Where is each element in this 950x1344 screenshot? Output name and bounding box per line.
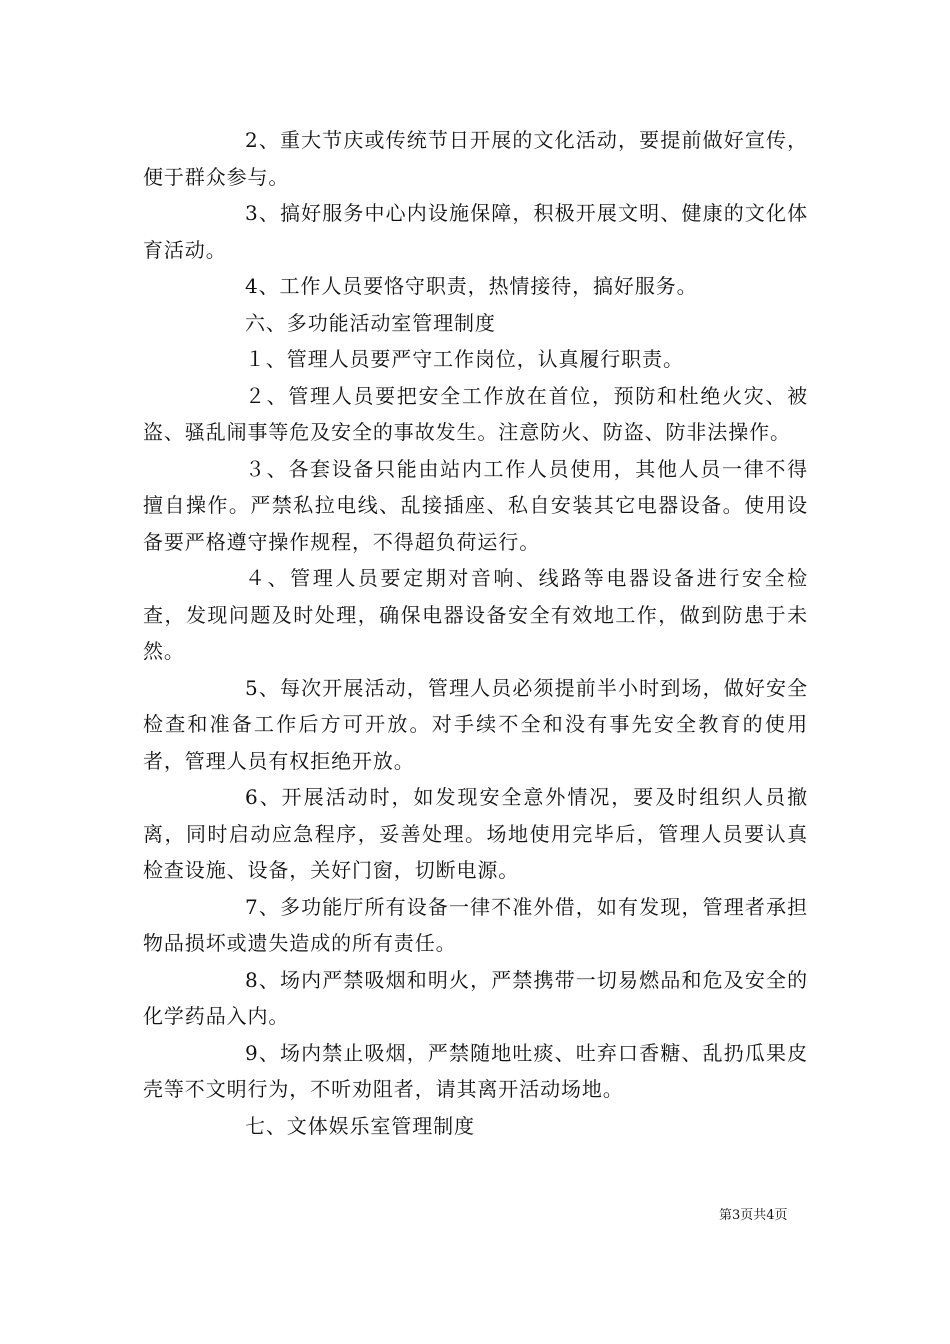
- paragraph: １、管理人员要严守工作岗位，认真履行职责。: [245, 347, 684, 371]
- paragraph: 8、场内严禁吸烟和明火，严禁携带一切易燃品和危及安全的化学药品入内。: [143, 967, 808, 1028]
- section-heading: 六、多功能活动室管理制度: [245, 310, 496, 335]
- paragraph: 9、场内禁止吸烟，严禁随地吐痰、吐弃口香糖、乱扔瓜果皮壳等不文明行为，不听劝阻者，请其离开活动场地。: [143, 1040, 808, 1101]
- page-number: 第3页共4页: [719, 1208, 788, 1223]
- paragraph: ４、管理人员要定期对音响、线路等电器设备进行安全检查，发现问题及时处理，确保电器设备安全有效地工作，做到防患于未然。: [143, 566, 808, 663]
- document-body: [143, 122, 808, 1144]
- paragraph: 5、每次开展活动，管理人员必须提前半小时到场，做好安全检查和准备工作后方可开放。对手续不全和没有事先安全教育的使用者，管理人员有权拒绝开放。: [143, 675, 808, 773]
- paragraph: 4、工作人员要恪守职责，热情接待，搞好服务。: [245, 274, 698, 298]
- paragraph: 3、搞好服务中心内设施保障，积极开展文明、健康的文化体育活动。: [143, 201, 808, 262]
- paragraph: 7、多功能厅所有设备一律不准外借，如有发现，管理者承担物品损坏或遗失造成的所有责任。: [143, 894, 808, 955]
- paragraph: ３、各套设备只能由站内工作人员使用，其他人员一律不得擅自操作。严禁私拉电线、乱接插座、私自安装其它电器设备。使用设备要严格遵守操作规程，不得超负荷运行。: [143, 456, 808, 554]
- paragraph: 6、开展活动时，如发现安全意外情况，要及时组织人员撤离，同时启动应急程序，妥善处理。场地使用完毕后，管理人员要认真检查设施、设备，关好门窗，切断电源。: [143, 785, 808, 882]
- paragraph: ２、管理人员要把安全工作放在首位，预防和杜绝火灾、被盗、骚乱闹事等危及安全的事故发生。注意防火、防盗、防非法操作。: [143, 383, 808, 444]
- paragraph: 2、重大节庆或传统节日开展的文化活动，要提前做好宣传，便于群众参与。: [143, 128, 808, 189]
- section-heading: 七、文体娱乐室管理制度: [245, 1113, 475, 1138]
